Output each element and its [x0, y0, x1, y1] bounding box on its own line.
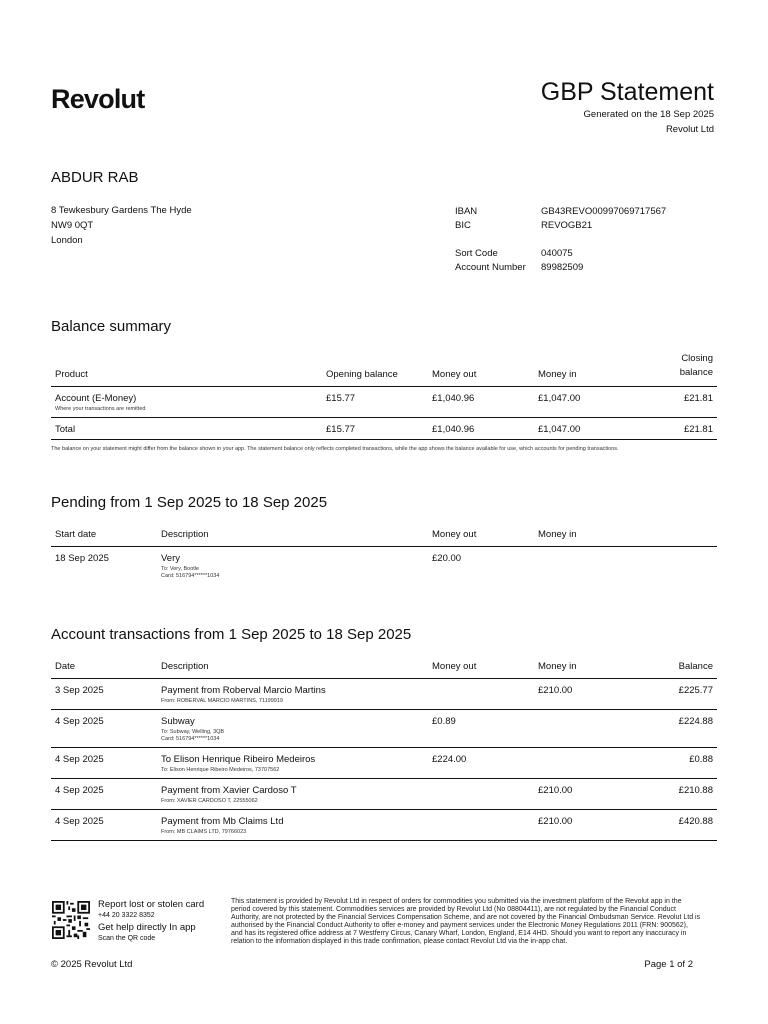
- column-header: Description: [161, 661, 209, 672]
- opening-balance: £15.77: [326, 393, 356, 404]
- money-in: [534, 748, 640, 779]
- product-name: Total: [55, 424, 76, 435]
- money-in: [534, 710, 640, 748]
- transactions-title: Account transactions from 1 Sep 2025 to 18 Sep 2025: [51, 626, 412, 643]
- money-in: £210.00: [538, 685, 573, 696]
- column-header: Opening balance: [326, 369, 398, 380]
- iban-label: IBAN: [455, 206, 478, 217]
- company-name: Revolut Ltd: [665, 123, 714, 135]
- money-out: [428, 679, 534, 710]
- address-line: NW9 0QT: [51, 220, 94, 231]
- bank-details: [455, 205, 666, 275]
- table-row: [51, 810, 717, 841]
- product-name: Account (E-Money): [55, 393, 137, 404]
- txn-detail: To: Subway, Welling, 3QB: [161, 729, 225, 735]
- txn-description: To Elison Henrique Ribeiro Medeiros: [161, 754, 316, 765]
- txn-date: 4 Sep 2025: [55, 716, 104, 727]
- pending-detail: To: Very, Bootle: [161, 566, 200, 572]
- pending-title: Pending from 1 Sep 2025 to 18 Sep 2025: [51, 494, 328, 511]
- qr-code-icon: [52, 901, 90, 939]
- pending-card: Card: 516794******1034: [161, 573, 220, 579]
- phone-number[interactable]: +44 20 3322 8352: [98, 912, 155, 919]
- generated-info: [584, 108, 714, 137]
- column-header: Balance: [678, 661, 713, 672]
- revolut-logo: Revolut: [51, 84, 145, 114]
- get-help-label: Get help directly In app: [98, 922, 196, 933]
- column-header: Money out: [432, 369, 477, 380]
- table-row: [51, 748, 717, 779]
- sort-code-label: Sort Code: [455, 248, 498, 259]
- money-out: £1,040.96: [432, 393, 475, 404]
- address-line: London: [51, 235, 83, 246]
- txn-date: 4 Sep 2025: [55, 785, 104, 796]
- statement-title: GBP Statement: [540, 78, 714, 106]
- opening-balance: £15.77: [326, 424, 356, 435]
- balance-note: The balance on your statement might differ from the balance shown in your app. The statement balance only reflects completed transactions, while the app shows the balance available for use, which accounts for pending transactions.: [51, 446, 619, 452]
- txn-detail: From: MB CLAIMS LTD, 79766023: [161, 829, 247, 835]
- help-section: [98, 899, 204, 943]
- sort-code-value: 040075: [541, 248, 573, 259]
- balance-summary-title: Balance summary: [51, 318, 172, 335]
- column-header: Money out: [432, 529, 477, 540]
- money-out: [428, 779, 534, 810]
- account-number-value: 89982509: [541, 262, 584, 273]
- balance-summary-table: [51, 352, 717, 440]
- txn-date: 4 Sep 2025: [55, 754, 104, 765]
- address-line: 8 Tewkesbury Gardens The Hyde: [51, 205, 192, 216]
- table-row: [51, 710, 717, 748]
- column-header-closing: [640, 352, 717, 387]
- table-header-row: [51, 529, 717, 547]
- table-row: [51, 387, 717, 418]
- closing-balance: £21.81: [683, 424, 713, 435]
- column-header: Start date: [55, 529, 97, 540]
- txn-balance: £225.77: [678, 685, 713, 696]
- table-row: [51, 779, 717, 810]
- closing-balance: £21.81: [683, 393, 713, 404]
- column-header: Date: [55, 661, 76, 672]
- iban-value: GB43REVO00997069717567: [541, 206, 667, 217]
- txn-date: 3 Sep 2025: [55, 685, 104, 696]
- money-in: £210.00: [538, 785, 573, 796]
- money-out: £1,040.96: [432, 424, 475, 435]
- column-header: Closing: [681, 353, 713, 364]
- money-out: £0.89: [432, 716, 456, 727]
- money-in: [534, 547, 717, 585]
- money-out: £224.00: [432, 754, 467, 765]
- bic-value: REVOGB21: [541, 220, 593, 231]
- pending-table: [51, 529, 717, 584]
- column-header: Money in: [538, 661, 577, 672]
- pending-description: Very: [161, 553, 181, 564]
- table-header-row: [51, 661, 717, 679]
- txn-description: Payment from Xavier Cardoso T: [161, 785, 297, 796]
- column-header: Money in: [538, 369, 577, 380]
- txn-description: Payment from Mb Claims Ltd: [161, 816, 284, 827]
- bic-label: BIC: [455, 220, 471, 231]
- txn-card: Card: 516794******1034: [161, 736, 220, 742]
- txn-balance: £224.88: [678, 716, 713, 727]
- page-number: Page 1 of 2: [644, 959, 693, 970]
- table-row: [51, 547, 717, 585]
- txn-detail: To: Elison Henrique Ribeiro Medeiros, 73707562: [161, 767, 280, 773]
- money-in: £1,047.00: [538, 424, 581, 435]
- txn-description: Subway: [161, 716, 195, 727]
- pending-date: 18 Sep 2025: [55, 553, 109, 564]
- txn-balance: £210.88: [678, 785, 713, 796]
- money-in: £210.00: [538, 816, 573, 827]
- table-header-row: [51, 352, 717, 387]
- column-header: Money out: [432, 661, 477, 672]
- money-out: £20.00: [432, 553, 462, 564]
- money-in: £1,047.00: [538, 393, 581, 404]
- legal-disclaimer: This statement is provided by Revolut Ltd in respect of orders for commodities you submitted via the investment platform of the Revolut app in the period covered by this statement. Commodities services are provided by Revolut Ltd (No 08804411), are not regulated by the Financial Conduct Authority, are not protected by the Financial Services Compensation Scheme, and are not covered by the Financial Ombudsman Service. Revolut Ltd is authorised by the Financial Conduct Authority to offer e-money and payment services under the Electronic Money Regulations 2011 (FRN: 900562), and has its registered office address at 7 Westferry Circus, Canary Wharf, London, England, E14 4HD. Should you want to report any inaccuracy in relation to the information displayed in this trade confirmation, please contact Revolut Ltd via the in-app chat.: [231, 898, 701, 945]
- txn-balance: £0.88: [689, 754, 713, 765]
- txn-detail: From: XAVIER CARDOSO T, 22555062: [161, 798, 258, 804]
- column-header: Money in: [538, 529, 577, 540]
- generated-date: Generated on the 18 Sep 2025: [583, 109, 714, 120]
- transactions-table: [51, 661, 717, 841]
- column-header: Description: [161, 529, 209, 540]
- table-row-total: [51, 418, 717, 440]
- txn-date: 4 Sep 2025: [55, 816, 104, 827]
- scan-qr-label: Scan the QR code: [98, 935, 156, 942]
- customer-name: ABDUR RAB: [51, 169, 139, 186]
- txn-detail: From: ROBERVAL MARCIO MARTINS, 71199919: [161, 698, 283, 704]
- product-subtitle: Where your transactions are remitted: [55, 406, 146, 412]
- txn-description: Payment from Roberval Marcio Martins: [161, 685, 326, 696]
- customer-address: [51, 203, 192, 248]
- account-number-label: Account Number: [455, 262, 526, 273]
- column-header: balance: [679, 367, 713, 378]
- column-header: Product: [55, 369, 88, 380]
- money-out: [428, 810, 534, 841]
- table-row: [51, 679, 717, 710]
- copyright: © 2025 Revolut Ltd: [51, 959, 133, 970]
- txn-balance: £420.88: [678, 816, 713, 827]
- report-card-label: Report lost or stolen card: [98, 899, 205, 910]
